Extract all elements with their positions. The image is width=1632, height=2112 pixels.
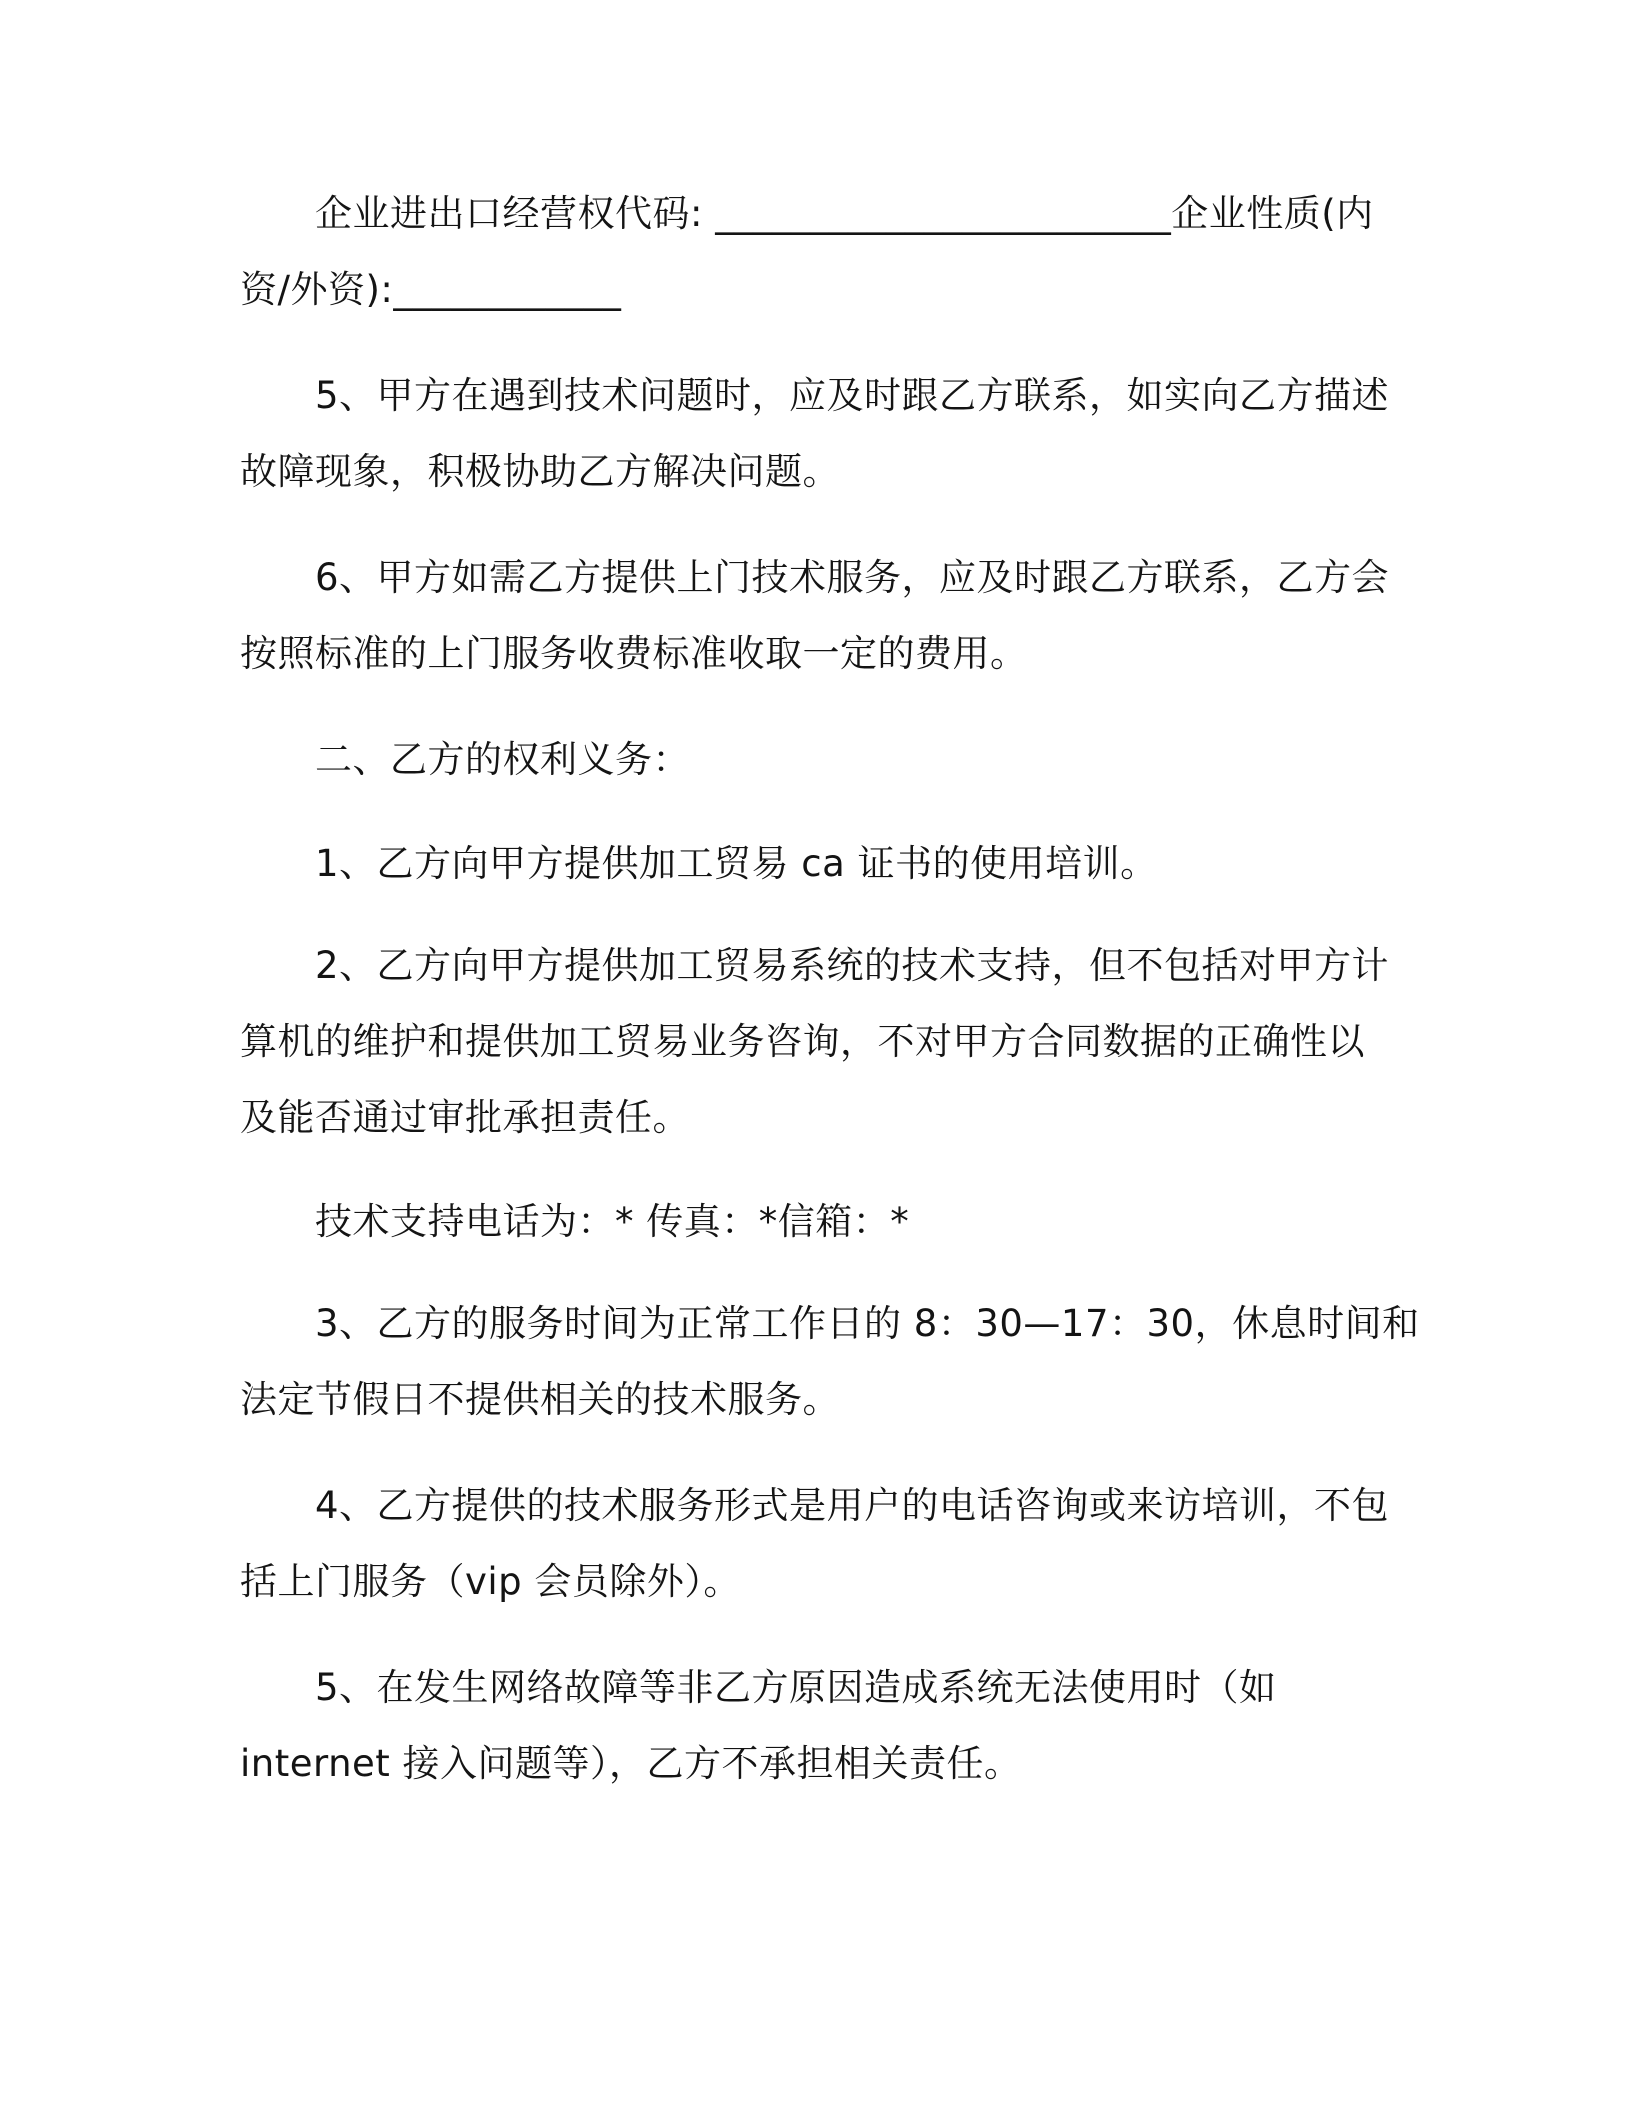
text-line: 4、乙方提供的技术服务形式是用户的电话咨询或来访培训，不包 (315, 1484, 1390, 1527)
text-line: 5、在发生网络故障等非乙方原因造成系统无法使用时（如 (315, 1666, 1277, 1709)
text-line: 故障现象，积极协助乙方解决问题。 (240, 450, 840, 493)
text-line: 法定节假日不提供相关的技术服务。 (240, 1378, 840, 1421)
text-line: 2、乙方向甲方提供加工贸易系统的技术支持，但不包括对甲方计 (315, 944, 1390, 987)
text-line: 按照标准的上门服务收费标准收取一定的费用。 (240, 632, 1028, 675)
text-line: 5、甲方在遇到技术问题时，应及时跟乙方联系，如实向乙方描述 (315, 374, 1390, 417)
paragraph-item-b4 (240, 1468, 1390, 1620)
text-line: 二、乙方的权利义务： (315, 738, 690, 781)
text-line: 资/外资):____________ (240, 268, 622, 311)
paragraph-item-b2 (240, 928, 1390, 1156)
text-line: internet 接入问题等），乙方不承担相关责任。 (240, 1742, 1022, 1785)
text-line: 括上门服务（vip 会员除外）。 (240, 1560, 741, 1603)
paragraph-support-contact (240, 1184, 1380, 1260)
paragraph-item-b1 (240, 826, 1380, 902)
text-line: 算机的维护和提供加工贸易业务咨询，不对甲方合同数据的正确性以 (240, 1020, 1365, 1063)
section-2-heading (240, 722, 1380, 798)
paragraph-item-b5 (240, 1650, 1380, 1802)
text-line: 3、乙方的服务时间为正常工作日的 8：30—17：30，休息时间和 (315, 1302, 1420, 1345)
paragraph-export-code (240, 176, 1380, 328)
paragraph-item-a6 (240, 540, 1390, 692)
paragraph-item-b3 (240, 1286, 1420, 1438)
paragraph-item-a5 (240, 358, 1390, 510)
text-line: 企业进出口经营权代码: ________________________企业性质(内 (315, 192, 1374, 235)
text-line: 技术支持电话为：* 传真：*信箱：* (315, 1200, 910, 1243)
text-line: 及能否通过审批承担责任。 (240, 1096, 690, 1139)
text-line: 1、乙方向甲方提供加工贸易 ca 证书的使用培训。 (315, 842, 1158, 885)
text-line: 6、甲方如需乙方提供上门技术服务，应及时跟乙方联系，乙方会 (315, 556, 1390, 599)
